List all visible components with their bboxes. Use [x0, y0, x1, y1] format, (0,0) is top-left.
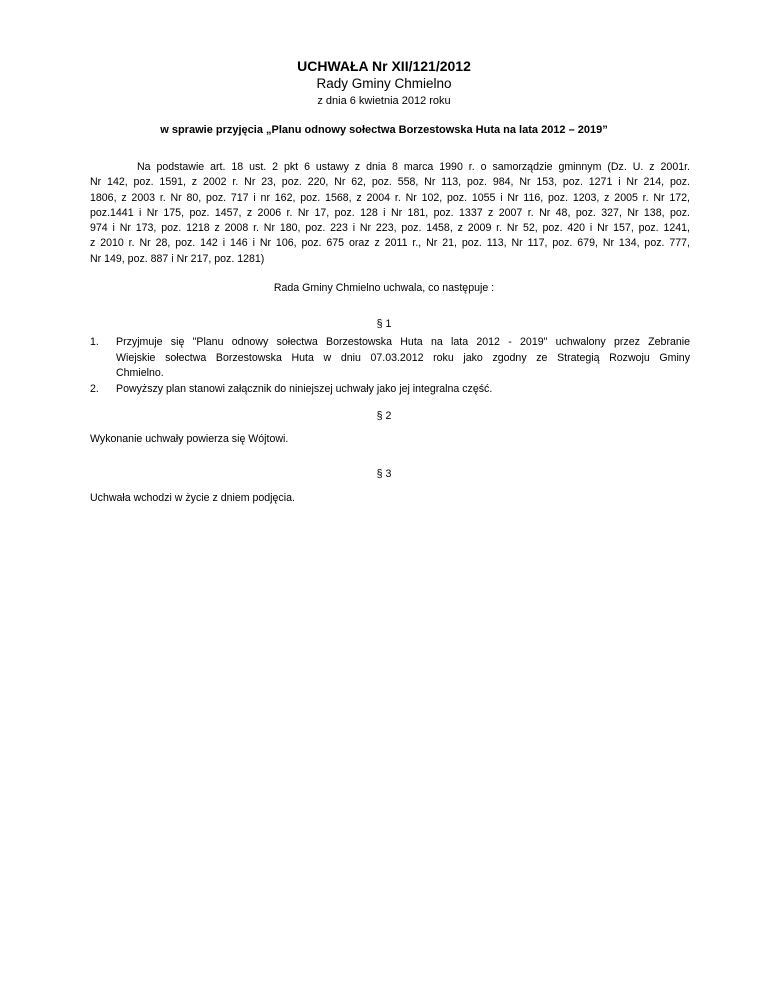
list-item — [90, 335, 690, 382]
section-1-list — [90, 335, 690, 397]
list-item-number: 2. — [90, 382, 99, 395]
list-item-line: Przyjmuje się "Planu odnowy sołectwa Borzestowska Huta na lata 2012 - 2019" uchwalony przez Zebranie — [116, 336, 690, 348]
council-statement: Rada Gminy Chmielno uchwala, co następuje : — [273, 282, 495, 294]
list-item — [90, 382, 690, 398]
preamble-line: Nr 149, poz. 887 i Nr 217, poz. 1281) — [90, 252, 265, 265]
list-item-line: Wiejskie sołectwa Borzestowska Huta w dniu 07.03.2012 roku jako zgodny ze Strategią Rozwoju Gminy — [116, 351, 690, 364]
preamble-line: z 2010 r. Nr 28, poz. 142 i 146 i Nr 106, poz. 675 oraz z 2011 r., Nr 21, poz. 113, Nr 117, poz. 679, Nr 134, poz. 777, — [90, 237, 690, 250]
section-3-text: Uchwała wchodzi w życie z dniem podjęcia. — [90, 492, 295, 504]
preamble-line: Na podstawie art. 18 ust. 2 pkt 6 ustawy z dnia 8 marca 1990 r. o samorządzie gminnym (Dz. U. z 2001r. — [137, 161, 690, 173]
legal-basis-paragraph — [90, 160, 690, 267]
resolution-date: z dnia 6 kwietnia 2012 roku — [317, 95, 451, 107]
section-2-heading: § 2 — [376, 410, 392, 422]
list-item-line: Chmielno. — [116, 367, 164, 379]
section-1-heading: § 1 — [376, 318, 392, 330]
preamble-line: 974 i Nr 173, poz. 1218 z 2008 r. Nr 180, poz. 223 i Nr 223, poz. 1458, z 2009 r. Nr 52, poz. 420 i Nr 157, poz. 1241, — [90, 222, 690, 235]
list-item-line: Powyższy plan stanowi załącznik do niniejszej uchwały jako jej integralna część. — [116, 382, 493, 395]
section-2-text: Wykonanie uchwały powierza się Wójtowi. — [90, 433, 289, 445]
list-item-number: 1. — [90, 336, 99, 348]
resolution-subject: w sprawie przyjęcia „Planu odnowy sołectwa Borzestowska Huta na lata 2012 – 2019” — [160, 124, 608, 136]
preamble-line: 1806, z 2003 r. Nr 80, poz. 717 i nr 162, poz. 1568, z 2004 r. Nr 102, poz. 1055 i Nr 116, poz. 1203, z 2005 r. Nr 172, — [90, 191, 690, 204]
preamble-line: Nr 142, poz. 1591, z 2002 r. Nr 23, poz. 220, Nr 62, poz. 558, Nr 113, poz. 984, Nr 153, poz. 1271 i Nr 214, poz. — [90, 176, 690, 189]
section-3-heading: § 3 — [376, 468, 392, 480]
council-name: Rady Gminy Chmielno — [316, 76, 452, 91]
resolution-title: UCHWAŁA Nr XII/121/2012 — [297, 58, 471, 74]
preamble-line: poz.1441 i Nr 175, poz. 1457, z 2006 r. Nr 17, poz. 128 i Nr 181, poz. 1337 z 2007 r. Nr 48, poz. 327, Nr 138, poz. — [90, 206, 690, 219]
